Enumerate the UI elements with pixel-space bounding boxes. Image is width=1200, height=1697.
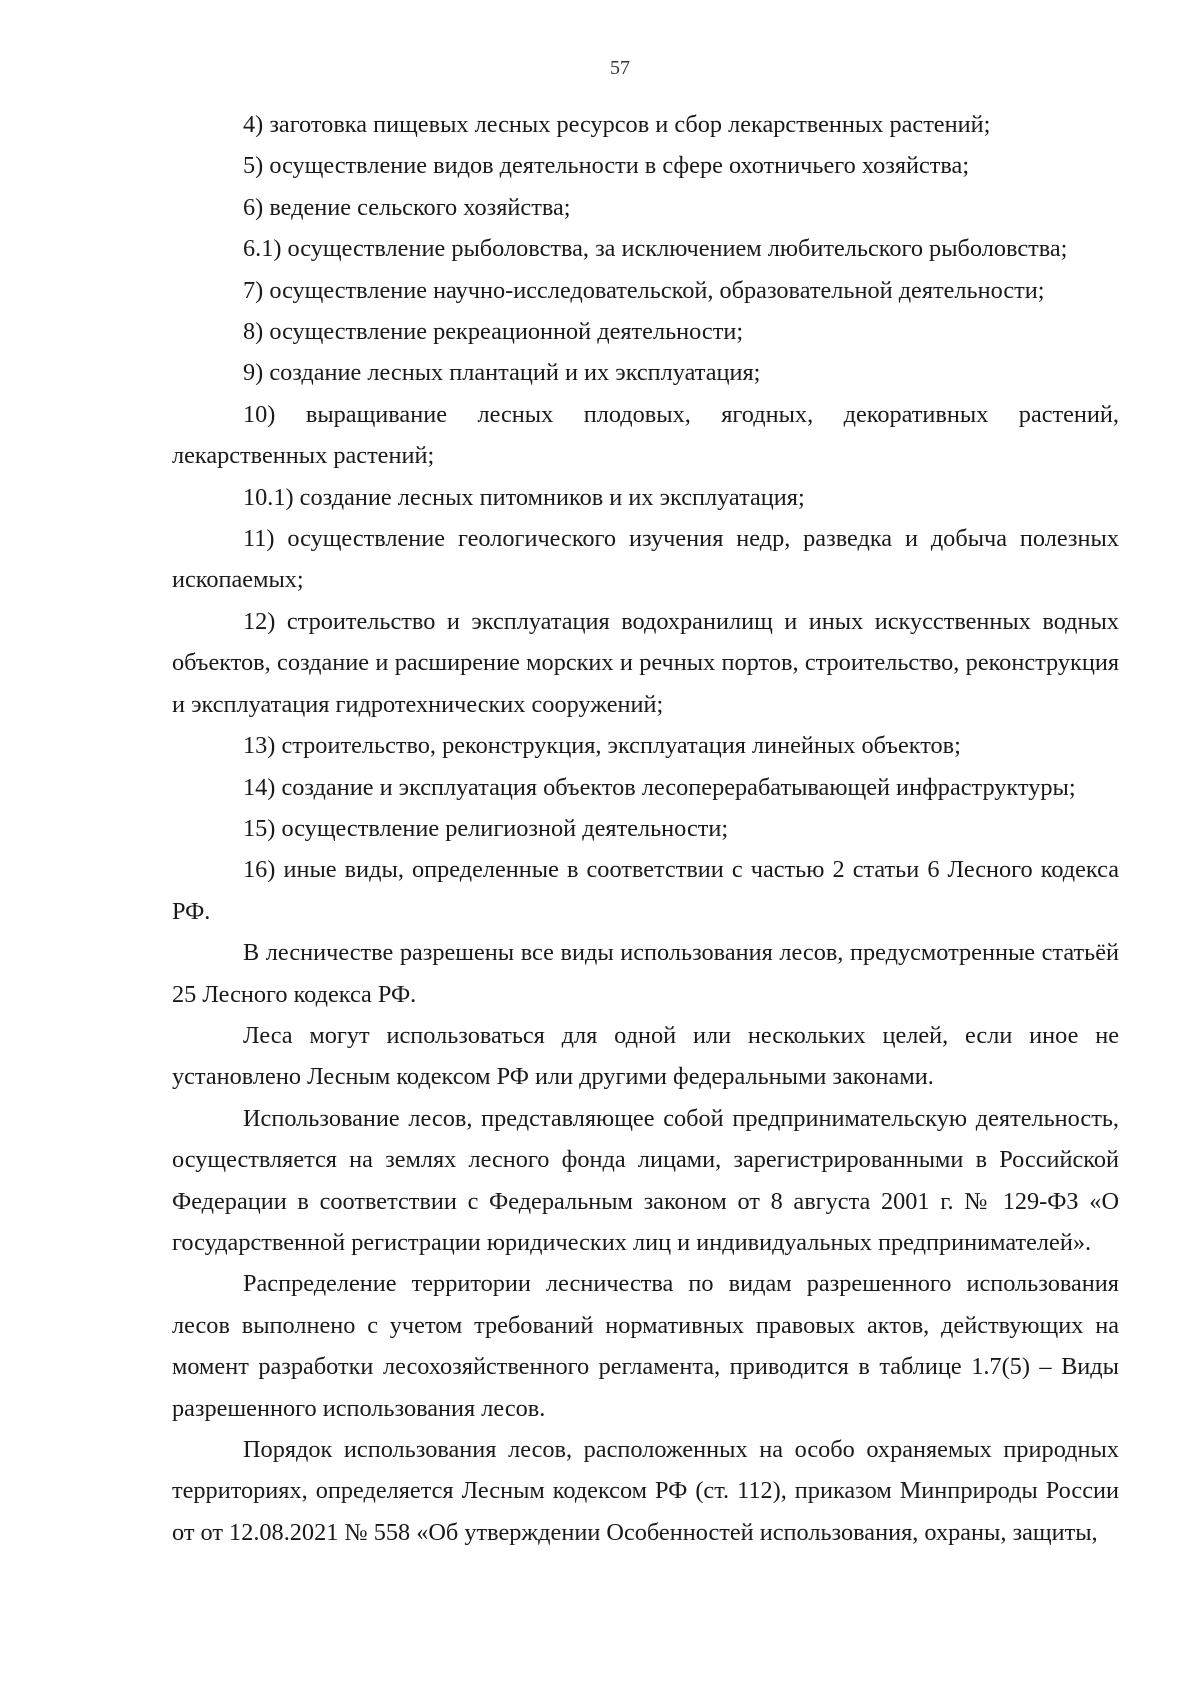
paragraph: 5) осуществление видов деятельности в сфере охотничьего хозяйства; (243, 152, 970, 180)
paragraph: Порядок использования лесов, расположенных на особо охраняемых природных территориях, определяется Лесным кодексом РФ (ст. 112), приказом Минприроды России от от 12.08.2021 № 558 «Об утверждении Особенностей использования, охраны, защиты, (172, 1436, 1119, 1546)
paragraph: 16) иные виды, определенные в соответствии с частью 2 статьи 6 Лесного кодекса РФ. (172, 856, 1119, 925)
paragraph: 4) заготовка пищевых лесных ресурсов и сбор лекарственных растений; (243, 111, 991, 138)
paragraph: 6) ведение сельского хозяйства; (243, 193, 571, 221)
paragraph: Распределение территории лесничества по видам разрешенного использования лесов выполнено с учетом требований нормативных правовых актов, действующих на момент разработки лесохозяйственного регламента, приводится в таблице 1.7(5) – Виды разрешенного использования лесов. (172, 1270, 1119, 1422)
page-number: 57 (610, 57, 630, 79)
paragraph: 7) осуществление научно-исследовательской, образовательной деятельности; (243, 276, 1045, 304)
paragraph: 12) строительство и эксплуатация водохранилищ и иных искусственных водных объектов, создание и расширение морских и речных портов, строительство, реконструкция и эксплуатация гидротехнических сооружений; (172, 607, 1119, 718)
paragraph: 10.1) создание лесных питомников и их эксплуатация; (243, 483, 805, 511)
paragraph: 13) строительство, реконструкция, эксплуатация линейных объектов; (243, 732, 961, 760)
document-body (172, 104, 1119, 1553)
paragraph: 11) осуществление геологического изучения недр, разведка и добыча полезных ископаемых; (172, 525, 1119, 594)
paragraph: Использование лесов, представляющее собой предпринимательскую деятельность, осуществляется на землях лесного фонда лицами, зарегистрированными в Российской Федерации в соответствии с Федеральным законом от 8 августа 2001 г. № 129-ФЗ «О государственной регистрации юридических лиц и индивидуальных предпринимателей». (172, 1104, 1119, 1256)
paragraph: В лесничестве разрешены все виды использования лесов, предусмотренные статьёй 25 Лесного кодекса РФ. (172, 939, 1119, 1008)
paragraph: 14) создание и эксплуатация объектов лесоперерабатывающей инфраструктуры; (243, 773, 1076, 801)
paragraph: 15) осуществление религиозной деятельности; (243, 814, 729, 842)
paragraph: 10) выращивание лесных плодовых, ягодных, декоративных растений, лекарственных растений; (172, 400, 1119, 470)
paragraph: 6.1) осуществление рыболовства, за исключением любительского рыболовства; (243, 235, 1068, 263)
paragraph: Леса могут использоваться для одной или нескольких целей, если иное не установлено Лесным кодексом РФ или другими федеральными законами. (172, 1021, 1119, 1091)
paragraph: 9) создание лесных плантаций и их эксплуатация; (243, 359, 761, 387)
paragraph: 8) осуществление рекреационной деятельности; (243, 318, 744, 346)
